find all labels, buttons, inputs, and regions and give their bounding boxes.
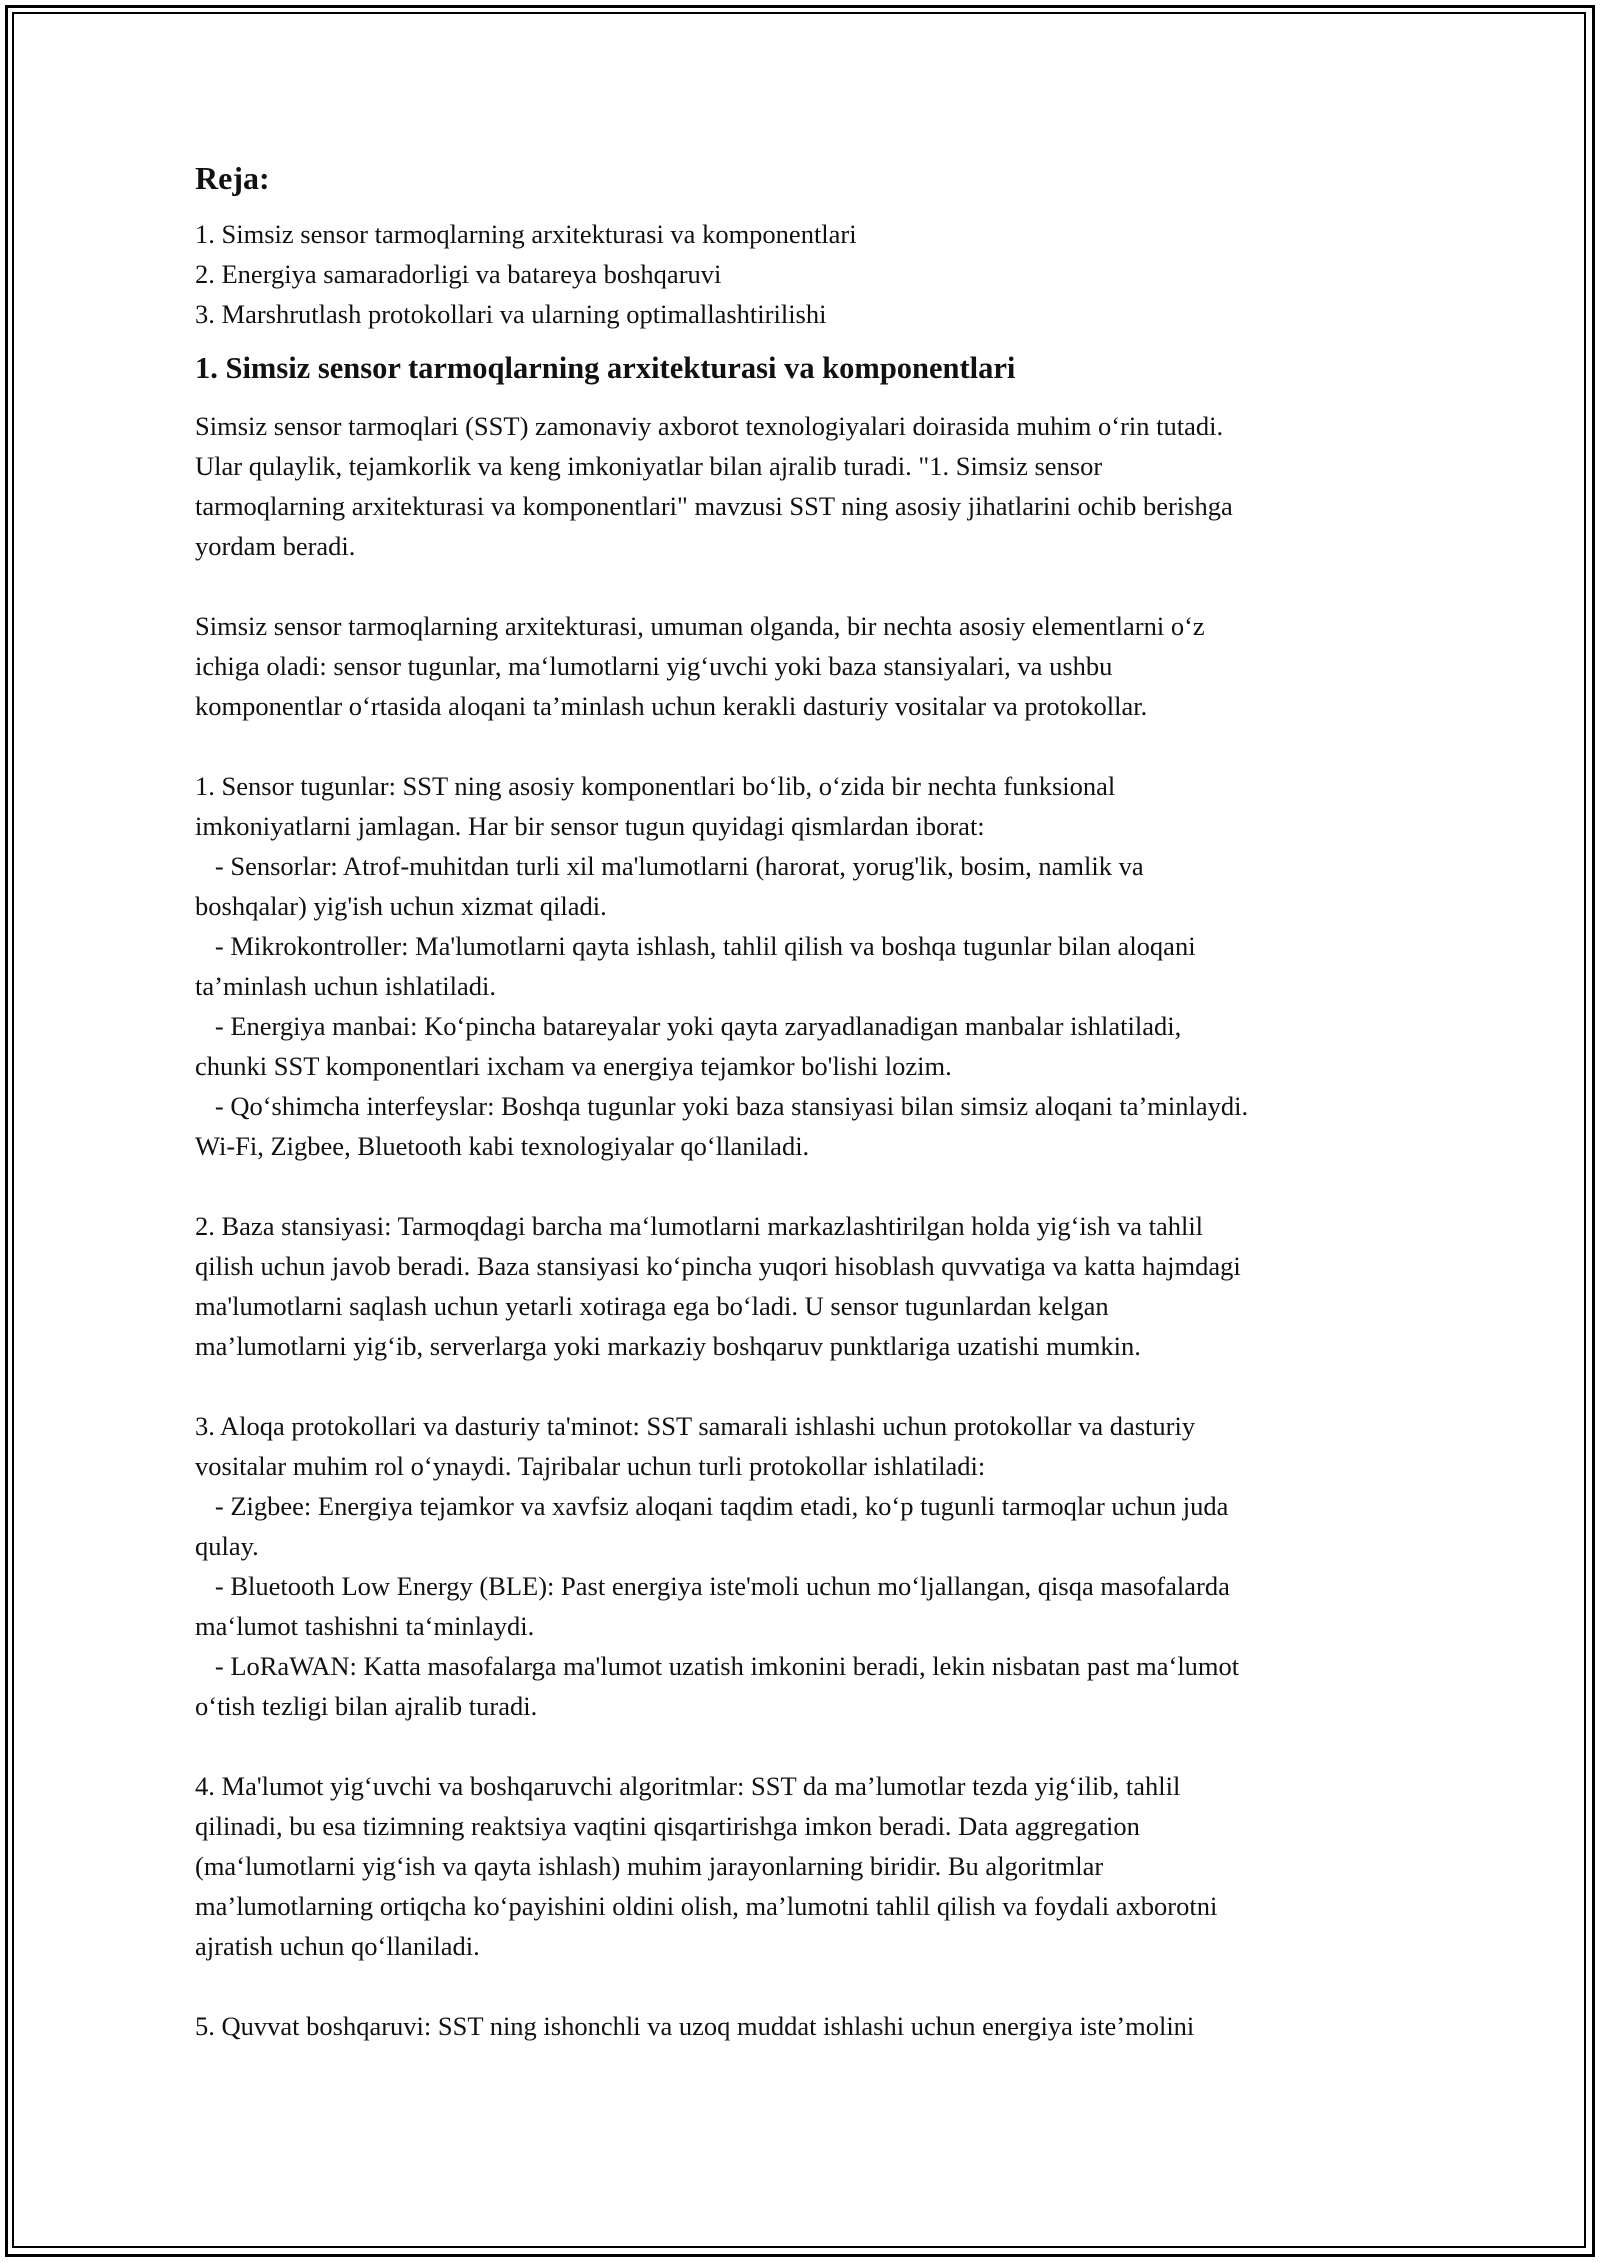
text-line: Simsiz sensor tarmoqlarning arxitekturasi, umuman olganda, bir nechta asosiy elementlarni oʻz: [195, 611, 1205, 641]
text-line: - Energiya manbai: Koʻpincha batareyalar yoki qayta zaryadlanadigan manbalar ishlatiladi,: [195, 1011, 1182, 1041]
paragraph: [195, 1206, 1425, 1366]
plan-item: 2. Energiya samaradorligi va batareya boshqaruvi: [195, 259, 722, 289]
text-line: 2. Baza stansiyasi: Tarmoqdagi barcha maʻlumotlarni markazlashtirilgan holda yigʻish va tahlil: [195, 1211, 1204, 1241]
text-line: - Qoʻshimcha interfeyslar: Boshqa tugunlar yoki baza stansiyasi bilan simsiz aloqani taʼminlaydi.: [195, 1091, 1249, 1121]
text-line: komponentlar oʻrtasida aloqani taʼminlash uchun kerakli dasturiy vositalar va protokollar.: [195, 691, 1148, 721]
paragraph: [195, 606, 1425, 726]
text-line: maʼlumotlarni yigʻib, serverlarga yoki markaziy boshqaruv punktlariga uzatishi mumkin.: [195, 1331, 1141, 1361]
plan-list: [195, 214, 1425, 334]
text-line: chunki SST komponentlari ixcham va energiya tejamkor bo'lishi lozim.: [195, 1051, 952, 1081]
text-line: - LoRaWAN: Katta masofalarga ma'lumot uzatish imkonini beradi, lekin nisbatan past maʻlumot: [195, 1651, 1240, 1681]
plan-item: 3. Marshrutlash protokollari va ularning optimallashtirilishi: [195, 299, 827, 329]
text-line: - Bluetooth Low Energy (BLE): Past energiya iste'moli uchun moʻljallangan, qisqa masofalarda: [195, 1571, 1230, 1601]
text-line: qulay.: [195, 1531, 259, 1561]
document-body: [195, 150, 1425, 2086]
text-line: ma'lumotlarni saqlash uchun yetarli xotiraga ega boʻladi. U sensor tugunlardan kelgan: [195, 1291, 1109, 1321]
text-line: vositalar muhim rol oʻynaydi. Tajribalar uchun turli protokollar ishlatiladi:: [195, 1451, 986, 1481]
text-line: qilinadi, bu esa tizimning reaktsiya vaqtini qisqartirishga imkon beradi. Data aggregation: [195, 1811, 1140, 1841]
paragraph: [195, 2006, 1425, 2046]
text-line: - Sensorlar: Atrof-muhitdan turli xil ma'lumotlarni (harorat, yorug'lik, bosim, namlik va: [195, 851, 1144, 881]
text-line: oʻtish tezligi bilan ajralib turadi.: [195, 1691, 538, 1721]
text-line: - Zigbee: Energiya tejamkor va xavfsiz aloqani taqdim etadi, koʻp tugunli tarmoqlar uchun juda: [195, 1491, 1229, 1521]
text-line: tarmoqlarning arxitekturasi va komponentlari" mavzusi SST ning asosiy jihatlarini ochib berishga: [195, 491, 1233, 521]
text-line: ichiga oladi: sensor tugunlar, maʻlumotlarni yigʻuvchi yoki baza stansiyalari, va ushbu: [195, 651, 1113, 681]
text-line: taʼminlash uchun ishlatiladi.: [195, 971, 497, 1001]
section-heading: 1. Simsiz sensor tarmoqlarning arxitekturasi va komponentlari: [195, 351, 1016, 385]
text-line: (maʻlumotlarni yigʻish va qayta ishlash) muhim jarayonlarning biridir. Bu algoritmlar: [195, 1851, 1104, 1881]
text-line: maʻlumot tashishni taʻminlaydi.: [195, 1611, 535, 1641]
text-line: ajratish uchun qoʻllaniladi.: [195, 1931, 480, 1961]
text-line: Simsiz sensor tarmoqlari (SST) zamonaviy axborot texnologiyalari doirasida muhim oʻrin tutadi.: [195, 411, 1224, 441]
plan-title: Reja:: [195, 160, 270, 196]
paragraph: [195, 766, 1425, 1166]
paragraph: [195, 406, 1425, 566]
text-line: maʼlumotlarning ortiqcha koʻpayishini oldini olish, maʼlumotni tahlil qilish va foydali axborotni: [195, 1891, 1218, 1921]
paragraph: [195, 1766, 1425, 1966]
text-line: Ular qulaylik, tejamkorlik va keng imkoniyatlar bilan ajralib turadi. "1. Simsiz sensor: [195, 451, 1103, 481]
text-line: 4. Ma'lumot yigʻuvchi va boshqaruvchi algoritmlar: SST da maʼlumotlar tezda yigʻilib, tahlil: [195, 1771, 1181, 1801]
paragraph: [195, 1406, 1425, 1726]
text-line: boshqalar) yig'ish uchun xizmat qiladi.: [195, 891, 607, 921]
plan-item: 1. Simsiz sensor tarmoqlarning arxitekturasi va komponentlari: [195, 219, 857, 249]
text-line: imkoniyatlarni jamlagan. Har bir sensor tugun quyidagi qismlardan iborat:: [195, 811, 985, 841]
text-line: qilish uchun javob beradi. Baza stansiyasi koʻpincha yuqori hisoblash quvvatiga va katta hajmdagi: [195, 1251, 1241, 1281]
text-line: 5. Quvvat boshqaruvi: SST ning ishonchli va uzoq muddat ishlashi uchun energiya isteʼmolini: [195, 2011, 1195, 2041]
text-line: 1. Sensor tugunlar: SST ning asosiy komponentlari boʻlib, oʻzida bir nechta funksional: [195, 771, 1116, 801]
text-line: yordam beradi.: [195, 531, 356, 561]
section-body: [195, 406, 1425, 2046]
text-line: Wi-Fi, Zigbee, Bluetooth kabi texnologiyalar qoʻllaniladi.: [195, 1131, 810, 1161]
text-line: - Mikrokontroller: Ma'lumotlarni qayta ishlash, tahlil qilish va boshqa tugunlar bilan aloqani: [195, 931, 1196, 961]
text-line: 3. Aloqa protokollari va dasturiy ta'minot: SST samarali ishlashi uchun protokollar va dasturiy: [195, 1411, 1196, 1441]
